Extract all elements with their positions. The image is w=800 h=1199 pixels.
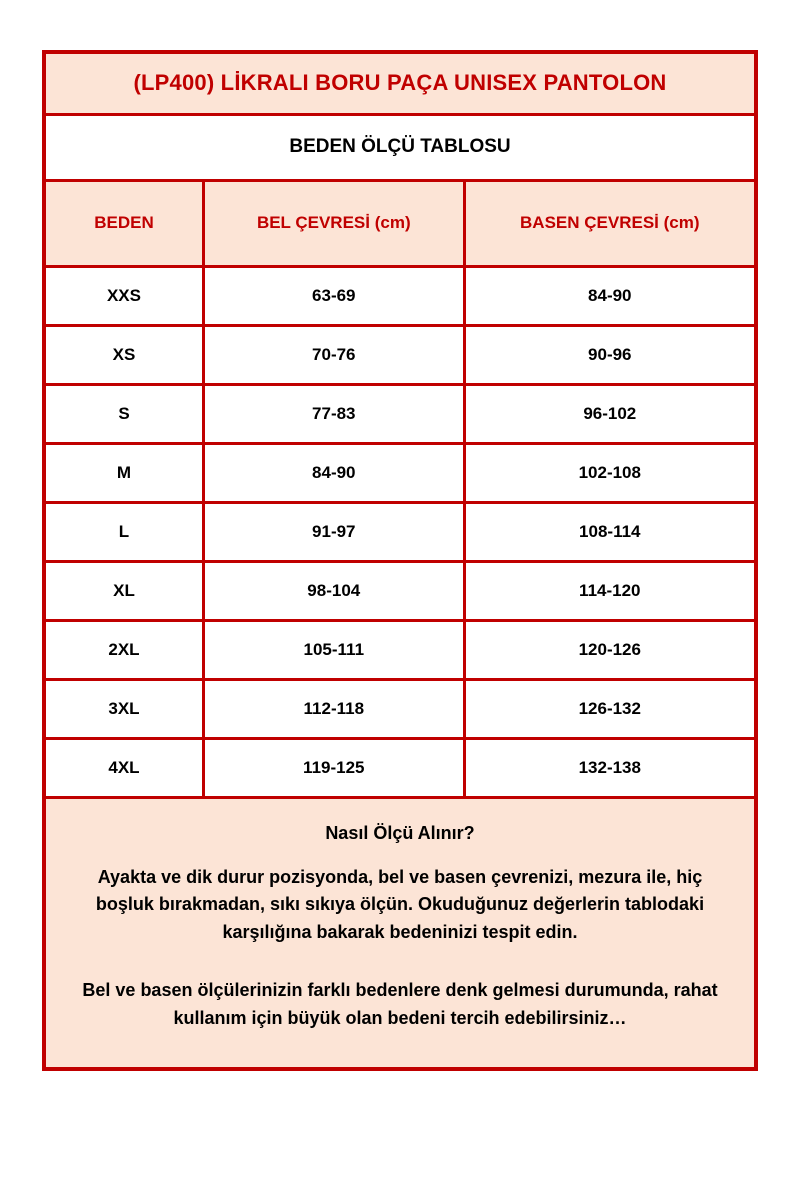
size-cell: M [44, 443, 203, 502]
table-row [44, 738, 756, 797]
title-row [44, 52, 756, 114]
size-cell: 3XL [44, 679, 203, 738]
size-cell: L [44, 502, 203, 561]
table-row [44, 502, 756, 561]
size-cell: XL [44, 561, 203, 620]
waist-cell: 63-69 [203, 266, 464, 325]
size-chart-table [42, 50, 758, 1071]
size-cell: XXS [44, 266, 203, 325]
hip-cell: 114-120 [464, 561, 756, 620]
waist-cell: 84-90 [203, 443, 464, 502]
table-row [44, 679, 756, 738]
waist-cell: 112-118 [203, 679, 464, 738]
size-cell: S [44, 384, 203, 443]
instructions-heading: Nasıl Ölçü Alınır? [325, 822, 475, 843]
hip-cell: 120-126 [464, 620, 756, 679]
waist-cell: 119-125 [203, 738, 464, 797]
hip-cell: 96-102 [464, 384, 756, 443]
column-header-row [44, 180, 756, 266]
waist-cell: 77-83 [203, 384, 464, 443]
waist-cell: 98-104 [203, 561, 464, 620]
waist-cell: 70-76 [203, 325, 464, 384]
size-cell: 4XL [44, 738, 203, 797]
table-row [44, 443, 756, 502]
column-header-waist: BEL ÇEVRESİ (cm) [203, 180, 464, 266]
table-row [44, 266, 756, 325]
subtitle-row [44, 114, 756, 180]
hip-cell: 84-90 [464, 266, 756, 325]
measurement-instructions [44, 797, 756, 1069]
size-cell: 2XL [44, 620, 203, 679]
hip-cell: 102-108 [464, 443, 756, 502]
instructions-paragraph-2: Bel ve basen ölçülerinizin farklı bedenlere denk gelmesi durumunda, rahat kullanım için büyük olan bedeni tercih edebilirsiniz… [82, 980, 718, 1029]
hip-cell: 90-96 [464, 325, 756, 384]
table-row [44, 384, 756, 443]
waist-cell: 91-97 [203, 502, 464, 561]
instructions-paragraph-1: Ayakta ve dik durur pozisyonda, bel ve basen çevrenizi, mezura ile, hiç boşluk bırakmadan, sıkı sıkıya ölçün. Okuduğunuz değerlerin tablodaki karşılığına bakarak bedeninizi tespit edin. [95, 866, 705, 943]
column-header-size: BEDEN [44, 180, 203, 266]
size-cell: XS [44, 325, 203, 384]
instructions-row [44, 797, 756, 1069]
hip-cell: 108-114 [464, 502, 756, 561]
table-subtitle: BEDEN ÖLÇÜ TABLOSU [44, 114, 756, 180]
column-header-hip: BASEN ÇEVRESİ (cm) [464, 180, 756, 266]
product-title: (LP400) LİKRALI BORU PAÇA UNISEX PANTOLON [44, 52, 756, 114]
table-row [44, 620, 756, 679]
table-row [44, 325, 756, 384]
table-row [44, 561, 756, 620]
hip-cell: 132-138 [464, 738, 756, 797]
waist-cell: 105-111 [203, 620, 464, 679]
hip-cell: 126-132 [464, 679, 756, 738]
